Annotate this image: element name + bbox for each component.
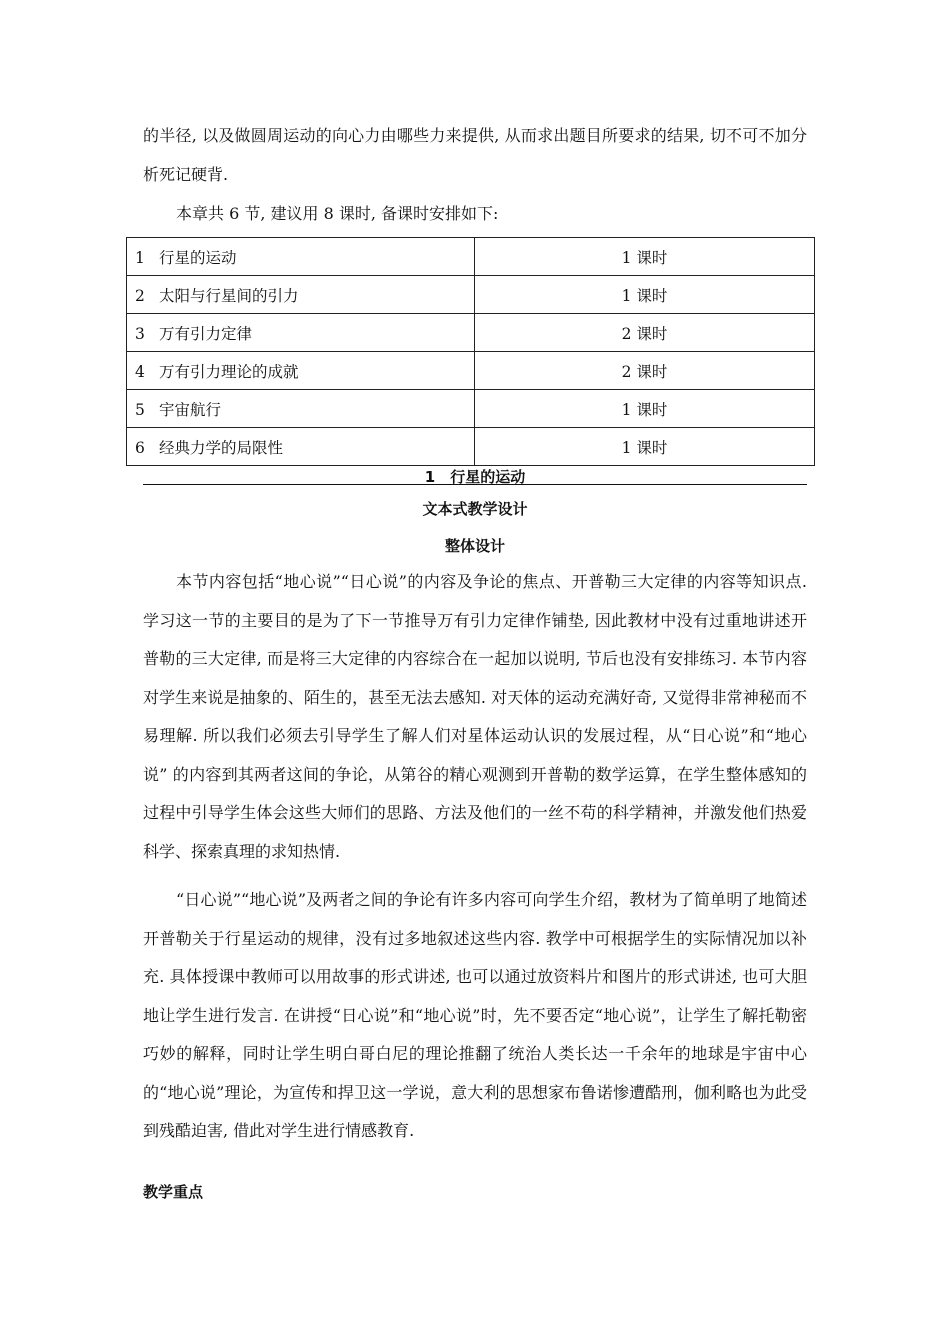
lesson-hours: 1 课时 (475, 276, 815, 314)
table-row (127, 390, 815, 428)
table-row (127, 238, 815, 276)
lesson-number: 6 (135, 438, 145, 457)
lesson-name-cell (127, 314, 475, 352)
lesson-number: 4 (135, 362, 145, 381)
lesson-hours: 1 课时 (475, 390, 815, 428)
lesson-name: 宇宙航行 (159, 400, 222, 419)
overall-paragraph-2: “日心说”“地心说”及两者之间的争论有许多内容可向学生介绍，教材为了简单明了地简述开普勒关于行星运动的规律，没有过多地叙述这些内容. 教学中可根据学生的实际情况加以补充. 具体授课中教师可以用故事的形式讲述, 也可以通过放资料片和图片的形式讲述, 也可大胆地让学生进行发言. 在讲授“日心说”和“地心说”时，先不要否定“地心说”，让学生了解托勒密巧妙的解释，同时让学生明白哥白尼的理论推翻了统治人类长达一千余年的地球是宇宙中心的“地心说”理论，为宣传和捍卫这一学说，意大利的思想家布鲁诺惨遭酷刑，伽利略也为此受到残酷迫害, 借此对学生进行情感教育. (143, 890, 807, 1140)
section-title: 1 行星的运动 (424, 468, 526, 486)
key-points-heading: 教学重点 (143, 1183, 204, 1201)
lesson-name-cell (127, 238, 475, 276)
lesson-name-cell (127, 390, 475, 428)
overall-paragraph-1: 本节内容包括“地心说”“日心说”的内容及争论的焦点、开普勒三大定律的内容等知识点. 学习这一节的主要目的是为了下一节推导万有引力定律作铺垫, 因此教材中没有过重地讲述开普勒的三大定律, 而是将三大定律的内容综合在一起加以说明, 节后也没有安排练习. 本节内容对学生来说是抽象的、陌生的，甚至无法去感知. 对天体的运动充满好奇, 又觉得非常神秘而不易理解. 所以我们必须去引导学生了解人们对星体运动认识的发展过程，从“日心说”和“地心说” 的内容到其两者这间的争论，从第谷的精心观测到开普勒的数学运算，在学生整体感知的过程中引导学生体会这些大师们的思路、方法及他们的一丝不苟的科学精神，并激发他们热爱科学、探索真理的求知热情. (143, 572, 807, 861)
lesson-number: 5 (135, 400, 145, 419)
lesson-hours: 1 课时 (475, 238, 815, 276)
overall-design-heading: 整体设计 (444, 537, 505, 555)
lesson-name: 经典力学的局限性 (159, 438, 284, 457)
lesson-name-cell (127, 276, 475, 314)
table-row (127, 314, 815, 352)
table-row (127, 352, 815, 390)
table-row (127, 428, 815, 466)
lesson-name-cell (127, 352, 475, 390)
schedule-table (126, 237, 815, 466)
lesson-number: 3 (135, 324, 145, 343)
intro-continuation: 的半径, 以及做圆周运动的向心力由哪些力来提供, 从而求出题目所要求的结果, 切不可不加分析死记硬背. (143, 126, 807, 184)
section-subtitle: 文本式教学设计 (422, 500, 528, 518)
lesson-hours: 2 课时 (475, 352, 815, 390)
table-row (127, 276, 815, 314)
lesson-hours: 1 课时 (475, 428, 815, 466)
section-divider (143, 484, 807, 485)
schedule-intro: 本章共 6 节, 建议用 8 课时, 备课时安排如下: (176, 204, 499, 223)
lesson-name: 万有引力理论的成就 (159, 362, 299, 381)
lesson-name: 行星的运动 (159, 248, 237, 267)
lesson-hours: 2 课时 (475, 314, 815, 352)
lesson-name: 太阳与行星间的引力 (159, 286, 299, 305)
lesson-number: 1 (135, 248, 145, 267)
lesson-name-cell (127, 428, 475, 466)
lesson-number: 2 (135, 286, 145, 305)
lesson-name: 万有引力定律 (159, 324, 253, 343)
